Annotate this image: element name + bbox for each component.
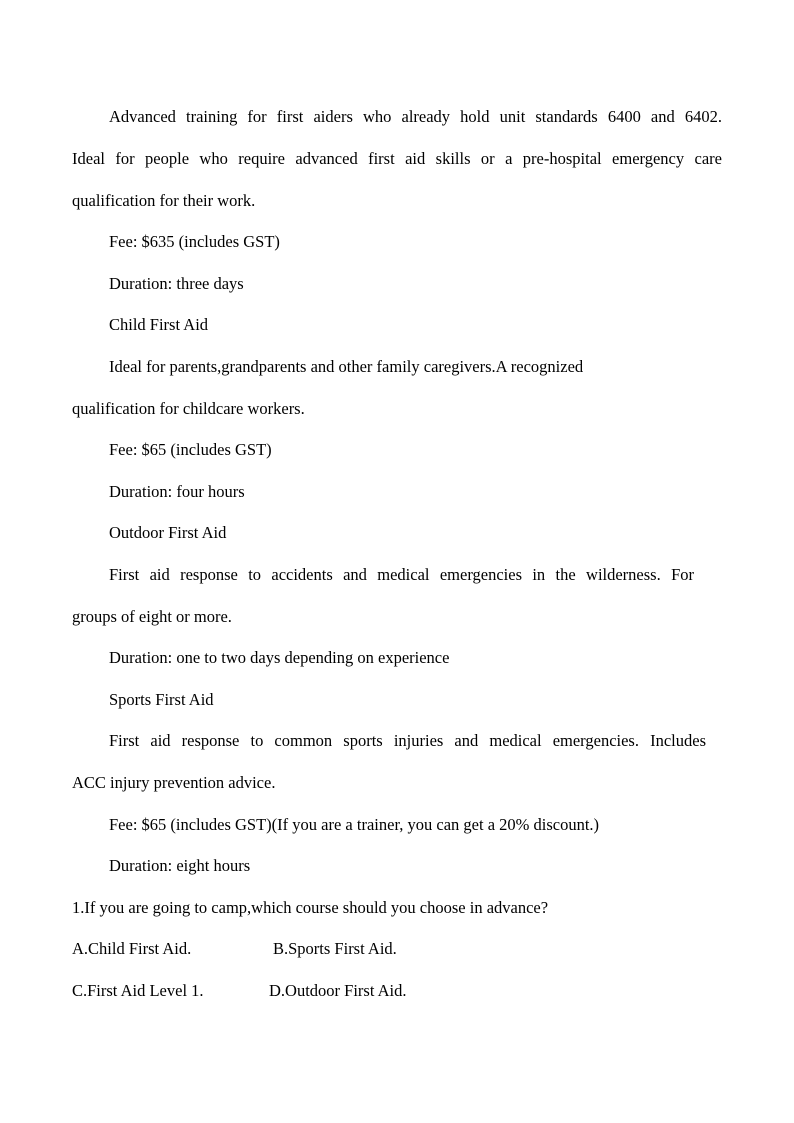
course-description-line: Advanced training for first aiders who already hold unit standards 6400 and 6402.	[109, 107, 722, 126]
option-d: D.Outdoor First Aid.	[269, 981, 407, 1000]
course-description-line: qualification for their work.	[72, 191, 256, 210]
course-heading-sports-first-aid: Sports First Aid	[109, 690, 214, 709]
course-description-line: groups of eight or more.	[72, 607, 232, 626]
course-fee: Fee: $635 (includes GST)	[109, 232, 280, 251]
course-description-line: ACC injury prevention advice.	[72, 773, 276, 792]
course-description-line: Ideal for parents,grandparents and other family caregivers.A recognized	[109, 357, 584, 376]
course-fee: Fee: $65 (includes GST)	[109, 440, 272, 459]
option-a: A.Child First Aid.	[72, 939, 192, 958]
course-duration: Duration: one to two days depending on experience	[109, 648, 450, 667]
course-fee: Fee: $65 (includes GST)(If you are a trainer, you can get a 20% discount.)	[109, 815, 600, 834]
course-description-line: First aid response to common sports injuries and medical emergencies. Includes	[109, 731, 706, 750]
question-stem: 1.If you are going to camp,which course should you choose in advance?	[72, 898, 549, 917]
option-b: B.Sports First Aid.	[273, 939, 397, 958]
option-c: C.First Aid Level 1.	[72, 981, 204, 1000]
course-heading-child-first-aid: Child First Aid	[109, 315, 209, 334]
course-duration: Duration: three days	[109, 274, 244, 293]
course-duration: Duration: four hours	[109, 482, 245, 501]
course-description-line: Ideal for people who require advanced first aid skills or a pre-hospital emergency care	[72, 149, 722, 168]
course-heading-outdoor-first-aid: Outdoor First Aid	[109, 523, 227, 542]
course-description-line: qualification for childcare workers.	[72, 399, 305, 418]
course-duration: Duration: eight hours	[109, 856, 251, 875]
course-description-line: First aid response to accidents and medical emergencies in the wilderness. For	[109, 565, 694, 584]
